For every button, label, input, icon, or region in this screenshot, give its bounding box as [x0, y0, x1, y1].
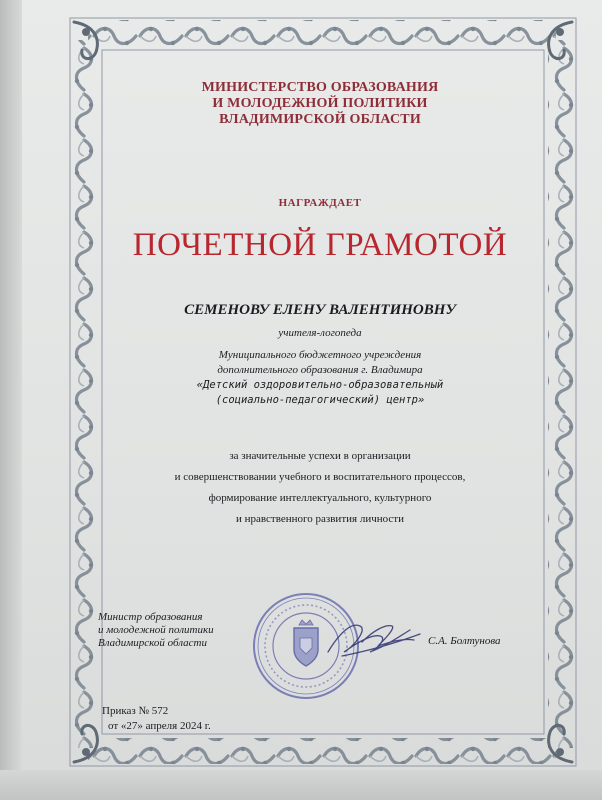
handwritten-signature [322, 612, 428, 668]
merit-line: и нравственного развития личности [236, 513, 404, 525]
award-verb: НАГРАЖДАЕТ [278, 197, 362, 209]
signer-title-line: Владимирской области [98, 637, 207, 649]
order-date: от «27» апреля 2024 г. [108, 720, 211, 732]
signer-title-line: и молодежной политики [98, 624, 214, 636]
award-title: ПОЧЕТНОЙ ГРАМОТОЙ [132, 227, 508, 263]
order-number: Приказ № 572 [102, 705, 169, 717]
merit-line: формирование интеллектуального, культурного [208, 492, 432, 504]
signer-title-line: Министр образования [98, 611, 203, 623]
organization-line: дополнительного образования г. Владимира [217, 364, 423, 376]
ministry-heading [150, 80, 490, 128]
recipient-name: СЕМЕНОВУ ЕЛЕНУ ВАЛЕНТИНОВНУ [184, 302, 456, 318]
merit-line: за значительные успехи в организации [229, 450, 411, 462]
organization-line: «Детский оздоровительно-образовательный [196, 379, 444, 391]
ministry-line: ВЛАДИМИРСКОЙ ОБЛАСТИ [219, 112, 421, 127]
ministry-line: И МОЛОДЕЖНОЙ ПОЛИТИКИ [212, 96, 428, 111]
organization-line: (социально-педагогический) центр» [215, 394, 425, 406]
ministry-line: МИНИСТЕРСТВО ОБРАЗОВАНИЯ [201, 80, 439, 95]
merits-block [110, 446, 530, 530]
signer-name: С.А. Болтунова [428, 635, 501, 647]
recipient-position: учителя-логопеда [278, 327, 362, 339]
organization-block [130, 348, 510, 408]
order-reference [102, 704, 322, 734]
merit-line: и совершенствовании учебного и воспитательного процессов, [174, 471, 466, 483]
organization-line: Муниципального бюджетного учреждения [218, 349, 422, 361]
